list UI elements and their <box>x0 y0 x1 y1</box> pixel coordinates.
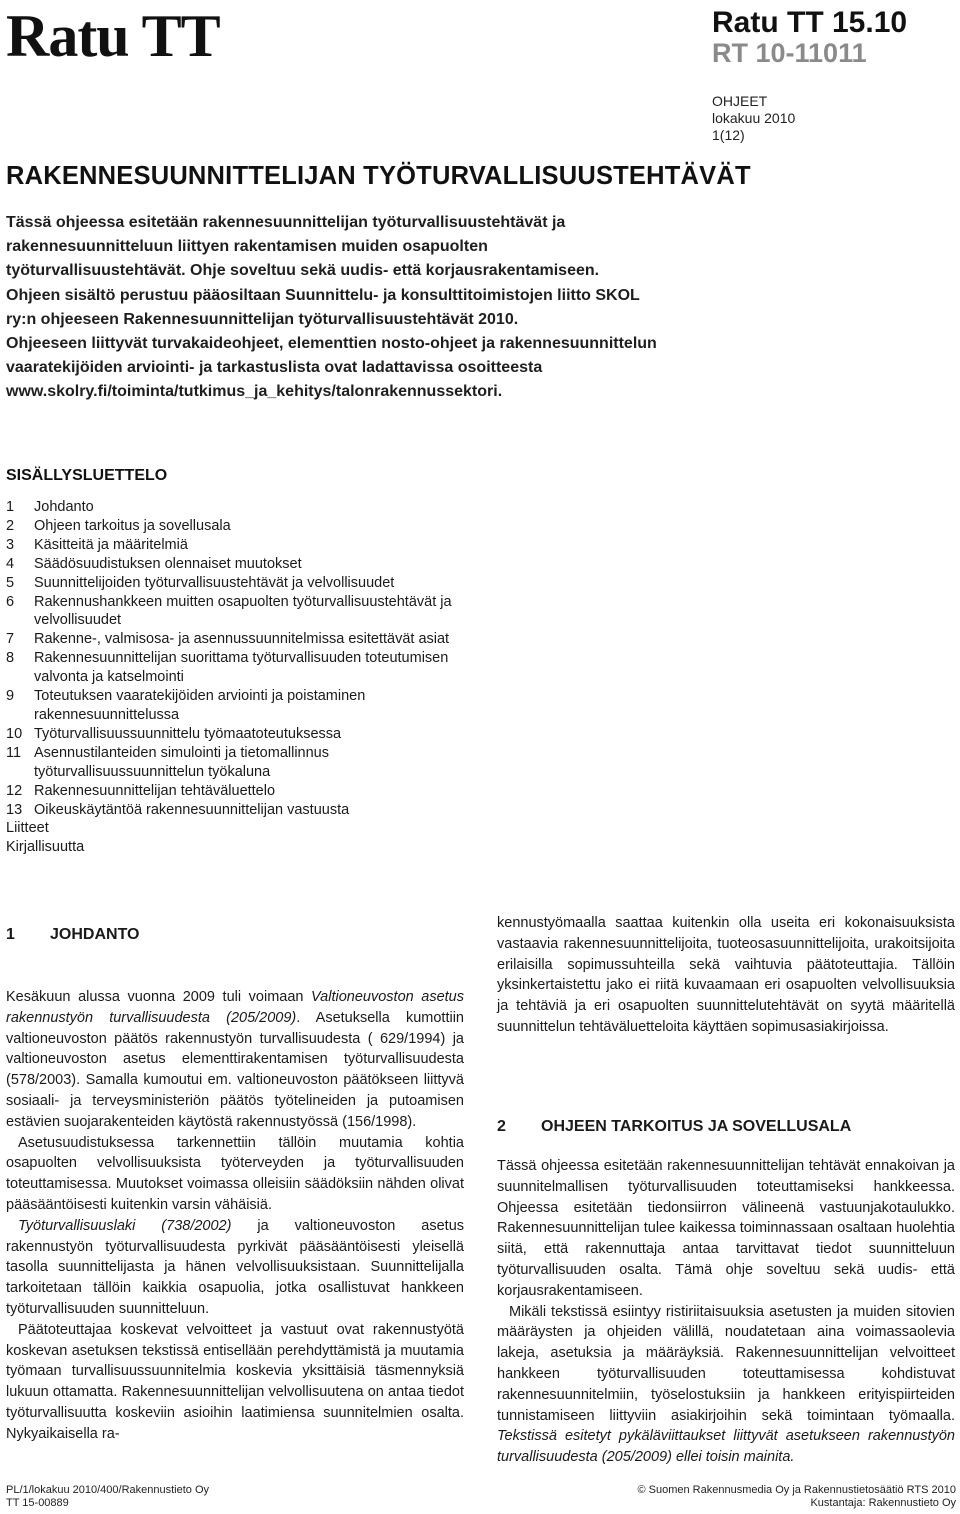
rt-code: RT 10-11011 <box>712 38 867 68</box>
section-2-paragraph: Tässä ohjeessa esitetään rakennesuunnittelijan tehtävät ennakoivan ja suunnitelmallisen työturvallisuuden toteuttamiseksi hankkeessa. Ohjeessa esitetään tiedonsiirron välineenä vastuunjakotaulukko. Rakennesuunnittelijan tulee kaikessa toiminnassaan osaltaan huolehtia siitä, että rakennuttaja antaa tarvittavat tiedot suunnitteluun työturvallisuuden osalta. Tämä ohje soveltuu sekä uudis- että korjausrakentamiseen. <box>497 1158 955 1299</box>
toc-text: Ohjeen tarkoitus ja sovellusala <box>34 517 231 534</box>
section-1-paragraph: Asetusuudistuksessa tarkennettiin tällöin muutamia kohtia osapuolten velvollisuuksista työterveyden ja työturvallisuuden toteuttamisessa. Muutokset voimassa olleisiin säädöksiin nähden olivat pääsääntöisesti kuitenkin varsin vähäisiä. <box>6 1134 464 1213</box>
intro-paragraph: Tässä ohjeessa esitetään rakennesuunnittelijan työturvallisuustehtävät ja rakennesuunnitteluun liittyen rakentamisen muiden osapuolten työturvallisuustehtävät. Ohje soveltuu sekä uudis- että korjausrakentamiseen. <box>6 214 600 280</box>
ratu-tt-logo: Ratu TT <box>6 3 220 69</box>
table-of-contents <box>6 498 486 857</box>
toc-item <box>6 782 486 801</box>
toc-number: 2 <box>6 517 15 534</box>
doc-date: lokakuu 2010 <box>712 110 796 126</box>
toc-text: Käsitteitä ja määritelmiä <box>34 536 188 553</box>
toc-item <box>6 574 486 593</box>
text-run: . Asetuksella kumottiin valtioneuvoston päätös rakennustyön turvallisuudesta ( 629/1994) ja valtioneuvoston asetus elementtirakentamisen työturvallisuudesta (578/2003). Samalla kumoutui em. valtioneuvoston päätökseen liittyvä sosiaali- ja terveysministeriön päätös työtelineiden ja putoamisen estävien suojarakenteiden käytöstä rakennustyössä (156/1998). <box>6 1009 464 1130</box>
text-run: Mikäli tekstissä esiintyy ristiriitaisuuksia asetusten ja muiden sitovien määräysten ja ohjeiden välillä, noudatetaan aina voimassaolevia lakeja, asetuksia ja määräyksiä. Rakennesuunnittelijan velvoitteet hankkeen työturvallisuuden toteuttamisessa kohdistuvat rakennesuunnitelmiin, työselostuksiin ja hankkeen erityispiirteiden tunnistamiseen liittyviin asiakirjoihin sekä toimintaan työmaalla. <box>497 1303 955 1424</box>
toc-number: 7 <box>6 631 15 648</box>
toc-text: Rakennesuunnittelijan tehtäväluettelo <box>34 782 276 799</box>
page-title: RAKENNESUUNNITTELIJAN TYÖTURVALLISUUSTEHTÄVÄT <box>6 162 751 190</box>
intro-text <box>6 211 666 405</box>
section-1-paragraph <box>6 987 464 1133</box>
print-info: PL/1/lokakuu 2010/400/Rakennustieto Oy <box>6 1484 210 1496</box>
italic-note: Tekstissä esitetyt pykäläviittaukset liittyvät asetukseen rakennustyön turvallisuudesta (205/2009) ellei toisin mainita. <box>497 1428 955 1466</box>
intro-paragraph: Ohjeeseen liittyvät turvakaideohjeet, elementtien nosto-ohjeet ja rakennesuunnittelun vaaratekijöiden arviointi- ja tarkastuslista ovat ladattavissa osoitteesta www.skolry.fi/toiminta/tutkimus_ja_kehitys/talonrakennussektori. <box>6 335 657 401</box>
section-1-number: 1 <box>6 926 15 943</box>
section-2-paragraph <box>497 1302 955 1468</box>
law-reference: Työturvallisuuslaki (738/2002) <box>18 1217 232 1234</box>
section-1-title: JOHDANTO <box>50 926 140 943</box>
publisher: Kustantaja: Rakennustieto Oy <box>810 1497 956 1509</box>
section-2-number: 2 <box>497 1118 506 1135</box>
section-2-heading <box>497 1118 851 1136</box>
doc-code: Ratu TT 15.10 <box>712 6 908 39</box>
toc-text: Asennustilanteiden simulointi ja tietomallinnus työturvallisuussuunnittelun työkaluna <box>34 744 329 780</box>
intro-paragraph: Ohjeen sisältö perustuu pääosiltaan Suunnittelu- ja konsulttitoimistojen liitto SKOL ry:n ohjeeseen Rakennesuunnittelijan työturvallisuustehtävät 2010. <box>6 286 640 328</box>
toc-item <box>6 555 486 574</box>
section-1-paragraph: Päätoteuttajaa koskevat velvoitteet ja vastuut ovat rakennustyötä koskevan asetuksen tekstissä entisellään perehdyttämistä ja muutamia työmaan turvallisuussuunnitelmia koskevia yksittäisiä täsmennyksiä lukuun ottamatta. Rakennesuunnittelijan velvollisuutena on antaa tiedot työturvallisuutta koskeviin asioihin laatimiensa suunnitelmien osalta. Nykyaikaisella ra- <box>6 1321 464 1442</box>
toc-item <box>6 819 486 838</box>
toc-number: 12 <box>6 782 23 799</box>
toc-item <box>6 801 486 820</box>
toc-item <box>6 630 486 649</box>
toc-text: Säädösuudistuksen olennaiset muutokset <box>34 555 302 572</box>
product-code: TT 15-00889 <box>6 1497 69 1509</box>
doc-type: OHJEET <box>712 93 768 109</box>
toc-text: Toteutuksen vaaratekijöiden arviointi ja poistaminen rakennesuunnittelussa <box>34 688 366 723</box>
toc-item <box>6 649 486 687</box>
toc-item <box>6 725 486 744</box>
toc-number: 11 <box>6 744 22 761</box>
section-1-heading <box>6 926 140 944</box>
section-1-paragraph <box>6 1216 464 1320</box>
left-column <box>6 987 464 1445</box>
toc-item <box>6 593 486 631</box>
toc-item <box>6 838 486 857</box>
toc-item <box>6 744 486 782</box>
toc-text: Oikeuskäytäntöä rakennesuunnittelijan vastuusta <box>34 801 350 818</box>
section-2-body <box>497 1156 955 1468</box>
toc-item <box>6 687 486 725</box>
toc-text: Rakennesuunnittelijan suorittama työturvallisuuden toteutumisen valvonta ja katselmointi <box>34 650 449 686</box>
toc-text: Liitteet <box>6 820 49 837</box>
text-run: ja valtioneuvoston asetus rakennustyön työturvallisuudesta pyrkivät pääsääntöisesti yleisellä tasolla suunnittelijasta ja hänen velvollisuuksistaan. Suunnittelijalla tarkoitetaan tällöin kaikkia osapuolia, jotka osallistuvat hankkeen työturvallisuuden suunnitteluun. <box>6 1217 465 1317</box>
toc-number: 4 <box>6 555 15 572</box>
toc-heading: SISÄLLYSLUETTELO <box>6 467 168 484</box>
toc-text: Rakennushankkeen muitten osapuolten työturvallisuustehtävät ja velvollisuudet <box>34 593 452 629</box>
toc-text: Työturvallisuussuunnittelu työmaatoteutuksessa <box>34 725 342 742</box>
toc-number: 8 <box>6 650 15 667</box>
footer-right <box>637 1484 956 1510</box>
toc-number: 3 <box>6 536 15 553</box>
toc-number: 5 <box>6 574 15 591</box>
toc-number: 9 <box>6 688 15 705</box>
toc-item <box>6 517 486 536</box>
section-1-continuation: kennustyömaalla saattaa kuitenkin olla useita eri kokonaisuuksista vastaavia rakennesuunnittelijoita, tuoteosasuunnittelijoita, urakoitsijoita erilaisilla sopimussuhteilla sekä vaihtuvia päätoteuttajia. Tällöin yksinkertaistettu jako ei riitä kuvaamaan eri osapuolten velvollisuuksia ja tehtäviä ja eri osapuolten suunnittelutehtävät on syytä määritellä suunnittelun tehtäväluetteloita käyttäen sopimusasiakirjoissa. <box>497 915 955 1035</box>
page-number: 1(12) <box>712 127 745 143</box>
toc-item <box>6 536 486 555</box>
toc-number: 6 <box>6 593 15 610</box>
section-2-title: OHJEEN TARKOITUS JA SOVELLUSALA <box>541 1118 852 1135</box>
toc-text: Johdanto <box>34 499 94 515</box>
toc-number: 1 <box>6 499 15 515</box>
text-run: Kesäkuun alussa vuonna 2009 tuli voimaan <box>6 989 312 1005</box>
toc-number: 13 <box>6 801 23 818</box>
doc-meta <box>712 93 795 144</box>
right-column-continuation <box>497 913 955 1038</box>
law-reference: Valtioneuvoston asetus rakennustyön turvallisuudesta (205/2009) <box>6 989 464 1026</box>
toc-number: 10 <box>6 725 23 742</box>
toc-text: Rakenne-, valmisosa- ja asennussuunnitelmissa esitettävät asiat <box>34 631 450 648</box>
toc-text: Suunnittelijoiden työturvallisuustehtävät ja velvollisuudet <box>34 574 395 591</box>
toc-item <box>6 498 486 517</box>
toc-text: Kirjallisuutta <box>6 839 85 856</box>
copyright: © Suomen Rakennusmedia Oy ja Rakennustietosäätiö RTS 2010 <box>637 1484 956 1496</box>
footer-left <box>6 1484 209 1510</box>
